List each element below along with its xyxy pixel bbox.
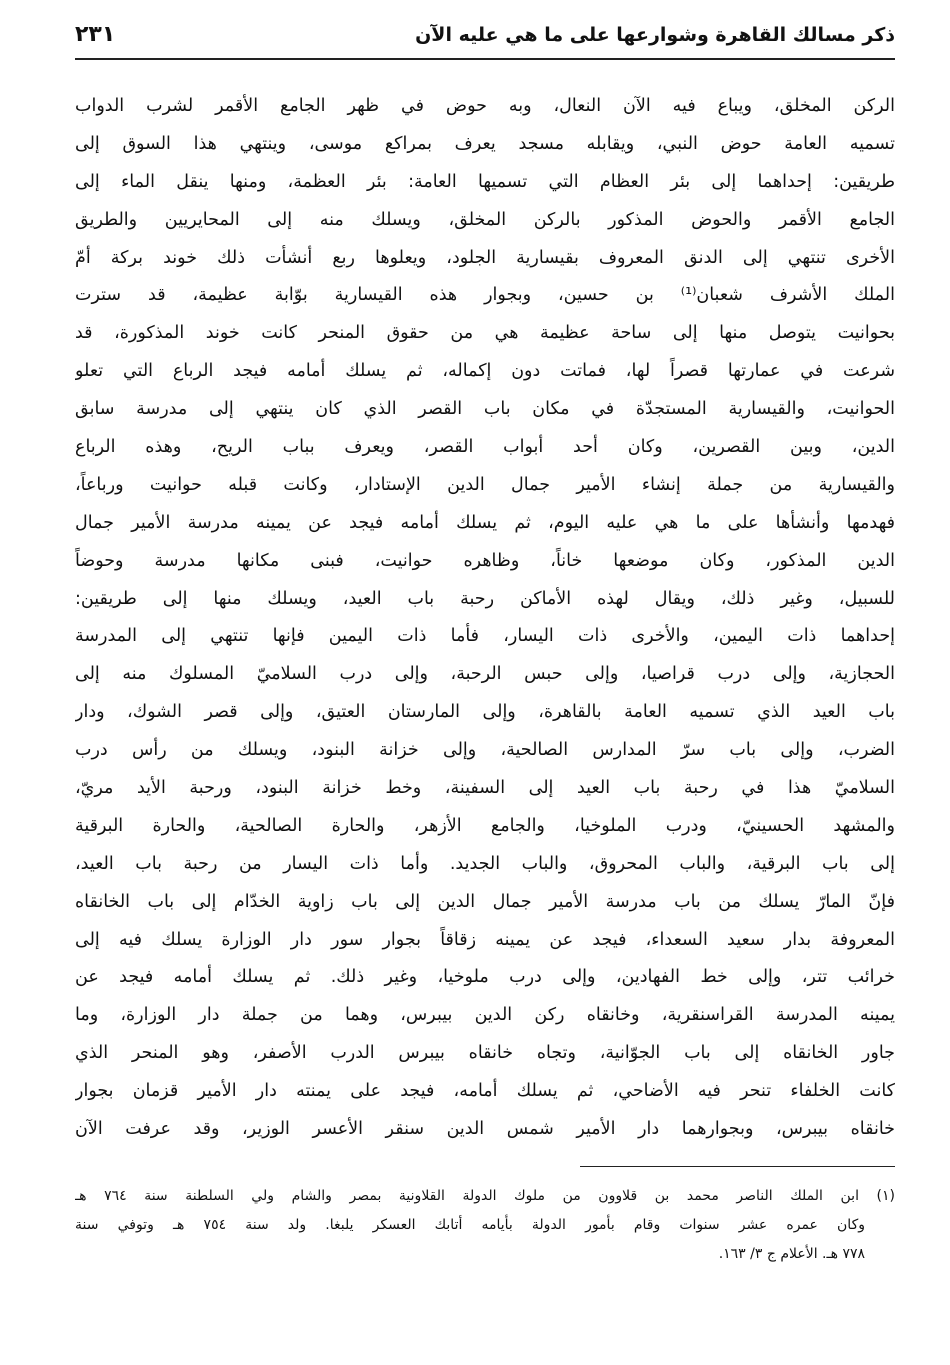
- text-line: للسبيل، وغير ذلك، ويقال لهذه الأماكن رحبة باب العيد، ويسلك منها إلى طريقين:: [75, 588, 895, 609]
- text-line: والمشهد الحسينيّ، ودرب الملوخيا، والجامع الأزهر، والحارة الصالحية، والحارة البرقية: [75, 815, 895, 836]
- text-line: المعروفة بدار سعيد السعداء، فيجد عن يمينه زقاقاً بجوار سور دار الوزارة يسلك فيه إلى: [75, 929, 895, 950]
- page-number: ٢٣١: [75, 22, 116, 47]
- text-line: بحوانيت يتوصل منها إلى ساحة عظيمة هي من حقوق المنحر كانت خوند المذكورة، قد: [75, 323, 895, 344]
- text-line: الدين المذكور، وكان موضعها خاناً، وظاهره حوانيت، فبنى مكانها مدرسة وحوضاً: [75, 550, 895, 571]
- text-line: الحجازية، وإلى درب قراصيا، وإلى حبس الرحبة، وإلى درب السلاميّ المسلوك منه إلى: [75, 664, 895, 685]
- text-line: إحداهما ذات اليمين، والأخرى ذات اليسار، فأما ذات اليمين فإنها تنتهي إلى المدرسة: [75, 626, 895, 647]
- text-line: باب العيد الذي تسميه العامة بالقاهرة، وإلى المارستان العتيق، وإلى قصر الشوك، ودار: [75, 702, 895, 723]
- footnote-line: (١) ابن الملك الناصر محمد بن قلاوون من ملوك الدولة القلاونية بمصر والشام ولي السلطنة سنة ٧٦٤ هـ: [75, 1188, 895, 1204]
- text-line: الضرب، وإلى باب سرّ المدارس الصالحية، وإلى خزانة البنود، ويسلك من رأس درب: [75, 740, 895, 761]
- text-line: يمينه المدرسة القراسنقرية، وخانقاه ركن الدين بيبرس، وهما من جملة دار الوزارة، وما: [75, 1005, 895, 1026]
- text-line: تسميه العامة حوض النبي، ويقابله مسجد يعرف بمراكع موسى، وينتهي هذا السوق إلى: [75, 133, 895, 154]
- text-line: خرائب تتر، وإلى خط الفهادين، وإلى درب ملوخيا، وغير ذلك. ثم يسلك أمامه فيجد عن: [75, 967, 895, 988]
- text-line: الأخرى تنتهي إلى الدنق المعروف بقيسارية الجلود، ويعلوها ربع أنشأت ذلك خوند بركة أمّ: [75, 247, 895, 268]
- text-line: شرعت في عمارتها قصراً لها، فماتت دون إكماله، ثم يسلك أمامه فيجد الرباع التي تعلو: [75, 361, 895, 382]
- footnote-line: وكان عمره عشر سنوات وقام بأمور الدولة بأيامه أتابك العسكر يلبغا. ولد سنة ٧٥٤ هـ وتوفي سنة: [75, 1217, 865, 1233]
- footnote-rule: [580, 1166, 895, 1167]
- body-text: [75, 88, 895, 1149]
- text-line: طريقين: إحداهما إلى بئر العظام التي تسميها العامة: بئر العظمة، ومنها ينقل الماء إلى: [75, 171, 895, 192]
- footnotes: [75, 1182, 895, 1269]
- text-line: الدين، وبين القصرين، وكان أحد أبواب القصر، ويعرف بباب الريح، وهذه الرباع: [75, 437, 895, 458]
- text-line: الحوانيت، والقيسارية المستجدّة في مكان باب القصر الذي كان ينتهي إلى مدرسة سابق: [75, 399, 895, 420]
- text-line: الجامع الأقمر والحوض المذكور بالركن المخلق، ويسلك منه إلى المحايريين والطريق: [75, 209, 895, 230]
- header-rule: [75, 58, 895, 60]
- text-line: السلاميّ هذا في رحبة باب العيد إلى السفينة، وخط خزانة البنود، ورحبة الأيد مريّ،: [75, 778, 895, 799]
- footnote-line: ٧٧٨ هـ. الأعلام ج ٣/ ١٦٣.: [718, 1246, 865, 1262]
- running-title: ذكر مسالك القاهرة وشوارعها على ما هي عليه الآن: [415, 24, 895, 46]
- text-line: فإنّ المارّ يسلك من باب مدرسة الأمير جمال الدين إلى باب زاوية الخدّام إلى باب الخانقاه: [75, 891, 895, 912]
- text-line: والقيسارية من جملة إنشاء الأمير جمال الدين الإستادار، وكانت قبله حوانيت ورباعاً،: [75, 474, 895, 495]
- text-line: إلى باب البرقية، والباب المحروق، والباب الجديد. وأما ذات اليسار من رحبة باب العيد،: [75, 853, 895, 874]
- text-line: خانقاه بيبرس، وبجوارهما دار الأمير شمس الدين سنقر الأعسر الوزير، وقد عرفت الآن: [75, 1119, 895, 1140]
- text-line: الملك الأشرف شعبان⁽¹⁾ بن حسين، وبجوار هذه القيسارية بوّابة عظيمة، قد سترت: [75, 285, 895, 306]
- page-header: [75, 22, 895, 52]
- text-line: الركن المخلق، ويباع فيه الآن النعال، وبه حوض في ظهر الجامع الأقمر لشرب الدواب: [75, 96, 895, 116]
- text-line: فهدمها وأنشأها على ما هي عليه اليوم، ثم يسلك أمامه فيجد عن يمينه مدرسة الأمير جمال: [75, 512, 895, 533]
- text-line: كانت الخلفاء تنحر فيه الأضاحي، ثم يسلك أمامه، فيجد على يمنته دار الأمير قزمان بجوار: [75, 1081, 895, 1102]
- text-line: جاور الخانقاه إلى باب الجوّانية، وتجاه خانقاه بيبرس الدرب الأصفر، وهو المنحر الذي: [75, 1043, 895, 1064]
